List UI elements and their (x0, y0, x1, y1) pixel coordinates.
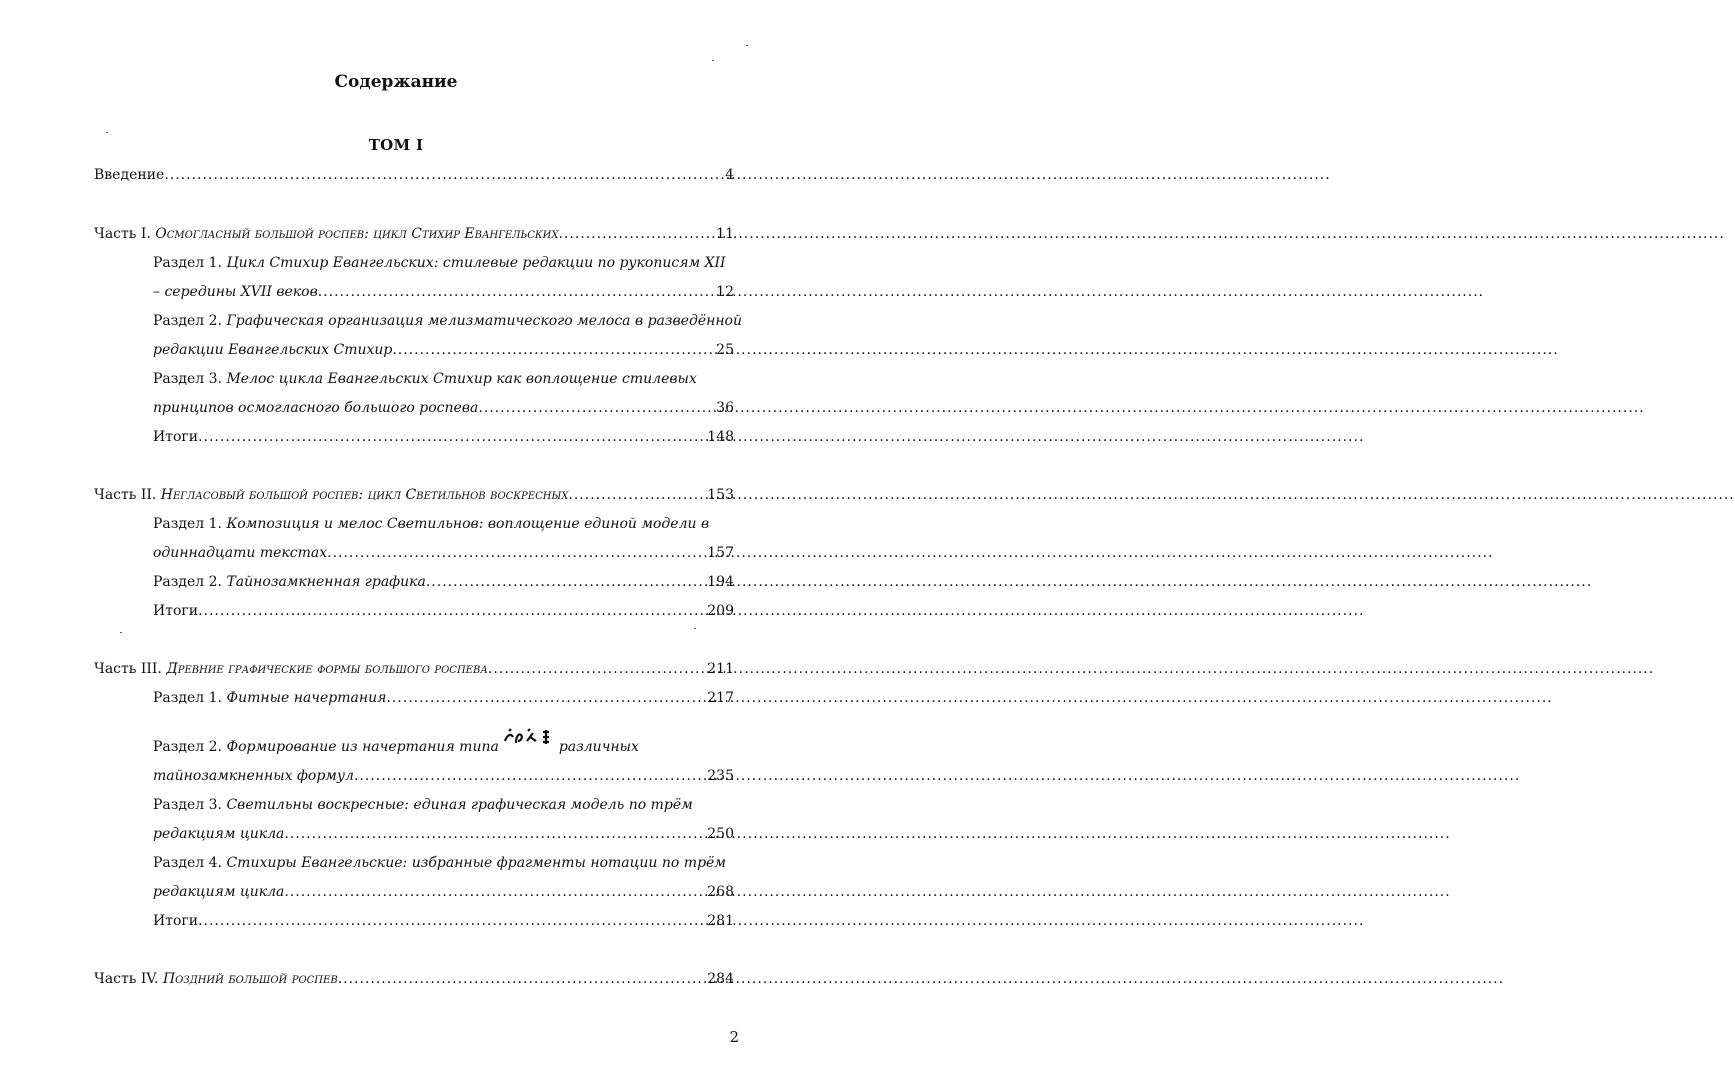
toc-page: 12 (716, 284, 734, 300)
toc-entry-part-1-section-1-cont[interactable] (153, 280, 734, 304)
toc-section-title: Мелос цикла Евангельских Стихир как воплощение стилевых (226, 371, 697, 387)
toc-page: 268 (707, 884, 734, 900)
toc-section-number: Раздел 2. (153, 313, 223, 329)
toc-page: 194 (707, 574, 734, 590)
toc-entry-part-1-section-3-cont[interactable] (153, 396, 734, 420)
toc-label: Итоги (153, 429, 199, 445)
toc-page: 11 (716, 226, 734, 242)
page-number: 2 (729, 1028, 739, 1046)
toc-section-title: Формирование из начертания типа (226, 739, 499, 755)
toc-section-title-cont: – середины XVII веков (153, 284, 318, 300)
toc-part-title: Осмогласный большой роспев: цикл Стихир Евангельских (155, 226, 559, 242)
leader-dots (338, 967, 700, 991)
toc-section-title: Тайнозамкненная графика (226, 574, 426, 590)
scan-speck (712, 60, 714, 61)
toc-section-title: Светильны воскресные: единая графическая модель по трём (226, 797, 693, 813)
toc-page: 148 (707, 429, 734, 445)
toc-page: 157 (707, 545, 734, 561)
toc-section-number: Раздел 3. (153, 797, 223, 813)
leader-dots (198, 909, 700, 933)
scan-speck (120, 632, 122, 633)
toc-part-title: Поздний большой роспев (162, 971, 338, 987)
toc-entry-part-2-section-1[interactable] (153, 512, 734, 536)
toc-entry-intro[interactable] (94, 163, 734, 187)
leader-dots (386, 686, 700, 710)
toc-section-title: Фитные начертания (226, 690, 387, 706)
toc-part-number: Часть IV. (94, 971, 159, 987)
toc-entry-part-4[interactable] (94, 967, 734, 991)
toc-page: 281 (707, 913, 734, 929)
volume-heading: ТОМ I (368, 136, 424, 154)
toc-section-number: Раздел 1. (153, 690, 223, 706)
toc-page: 4 (725, 167, 734, 183)
leader-dots (488, 657, 700, 681)
leader-dots (568, 483, 700, 507)
toc-section-title-cont: одиннадцати текстах (153, 545, 328, 561)
toc-section-title: Цикл Стихир Евангельских: стилевые редакции по рукописям XII (226, 255, 726, 271)
toc-section-number: Раздел 3. (153, 371, 223, 387)
leader-dots (284, 880, 700, 904)
toc-entry-part-1-summary[interactable] (153, 425, 734, 449)
toc-entry-part-2-section-2[interactable] (153, 570, 734, 594)
toc-entry-part-3[interactable] (94, 657, 734, 681)
toc-section-number: Раздел 1. (153, 255, 223, 271)
toc-entry-part-3-section-4[interactable] (153, 851, 734, 875)
toc-section-number: Раздел 2. (153, 574, 223, 590)
toc-section-title: Графическая организация мелизматического мелоса в разведённой (226, 313, 743, 329)
leader-dots (318, 280, 700, 304)
leader-dots (478, 396, 700, 420)
toc-entry-part-1-section-1[interactable] (153, 251, 734, 275)
toc-page: 36 (716, 400, 734, 416)
toc-part-number: Часть I. (94, 226, 151, 242)
toc-page: 235 (707, 768, 734, 784)
toc-entry-part-2[interactable] (94, 483, 734, 507)
toc-section-title-cont: редакции Евангельских Стихир (153, 342, 393, 358)
leader-dots (198, 425, 700, 449)
toc-page: 217 (707, 690, 734, 706)
toc-part-title: Негласовый большой роспев: цикл Светильнов воскресных (160, 487, 569, 503)
toc-label: Итоги (153, 913, 199, 929)
toc-entry-part-3-section-2[interactable] (153, 731, 734, 755)
neume-notation-icon (503, 727, 555, 754)
leader-dots (354, 764, 700, 788)
toc-page: 211 (707, 661, 734, 677)
toc-label: Итоги (153, 603, 199, 619)
toc-section-title-cont: принципов осмогласного большого роспева (153, 400, 479, 416)
toc-page: 284 (707, 971, 734, 987)
leader-dots (392, 338, 700, 362)
page-title: Содержание (334, 72, 458, 92)
toc-section-title-cont: редакциям цикла (153, 826, 285, 842)
leader-dots (198, 599, 700, 623)
toc-part-title: Древние графические формы большого роспева (166, 661, 488, 677)
toc-entry-part-1-section-2[interactable] (153, 309, 743, 333)
toc-page: 153 (707, 487, 734, 503)
toc-entry-part-1-section-2-cont[interactable] (153, 338, 734, 362)
scan-speck (694, 628, 696, 629)
toc-section-title-cont: тайнозамкненных формул (153, 768, 354, 784)
toc-entry-part-2-summary[interactable] (153, 599, 734, 623)
toc-section-number: Раздел 1. (153, 516, 223, 532)
toc-section-title: различных (558, 739, 639, 755)
toc-section-title-cont: редакциям цикла (153, 884, 285, 900)
leader-dots (558, 222, 700, 246)
toc-entry-part-3-section-4-cont[interactable] (153, 880, 734, 904)
toc-entry-part-3-section-3[interactable] (153, 793, 734, 817)
toc-entry-part-3-section-2-cont[interactable] (153, 764, 734, 788)
toc-entry-part-1[interactable] (94, 222, 734, 246)
toc-entry-part-3-section-3-cont[interactable] (153, 822, 734, 846)
toc-section-title: Композиция и мелос Светильнов: воплощение единой модели в (226, 516, 710, 532)
toc-section-number: Раздел 2. (153, 739, 223, 755)
leader-dots (426, 570, 700, 594)
leader-dots (164, 163, 700, 187)
scan-speck (746, 45, 748, 46)
leader-dots (327, 541, 700, 565)
leader-dots (284, 822, 700, 846)
toc-section-number: Раздел 4. (153, 855, 223, 871)
toc-page: 250 (707, 826, 734, 842)
toc-section-title: Стихиры Евангельские: избранные фрагменты нотации по трём (226, 855, 726, 871)
toc-page: 209 (707, 603, 734, 619)
toc-page: 25 (716, 342, 734, 358)
toc-entry-part-3-section-1[interactable] (153, 686, 734, 710)
toc-label: Введение (94, 167, 165, 183)
toc-entry-part-3-summary[interactable] (153, 909, 734, 933)
scan-speck (106, 132, 108, 133)
toc-part-number: Часть II. (94, 487, 157, 503)
toc-entry-part-1-section-3[interactable] (153, 367, 734, 391)
toc-part-number: Часть III. (94, 661, 162, 677)
toc-entry-part-2-section-1-cont[interactable] (153, 541, 734, 565)
